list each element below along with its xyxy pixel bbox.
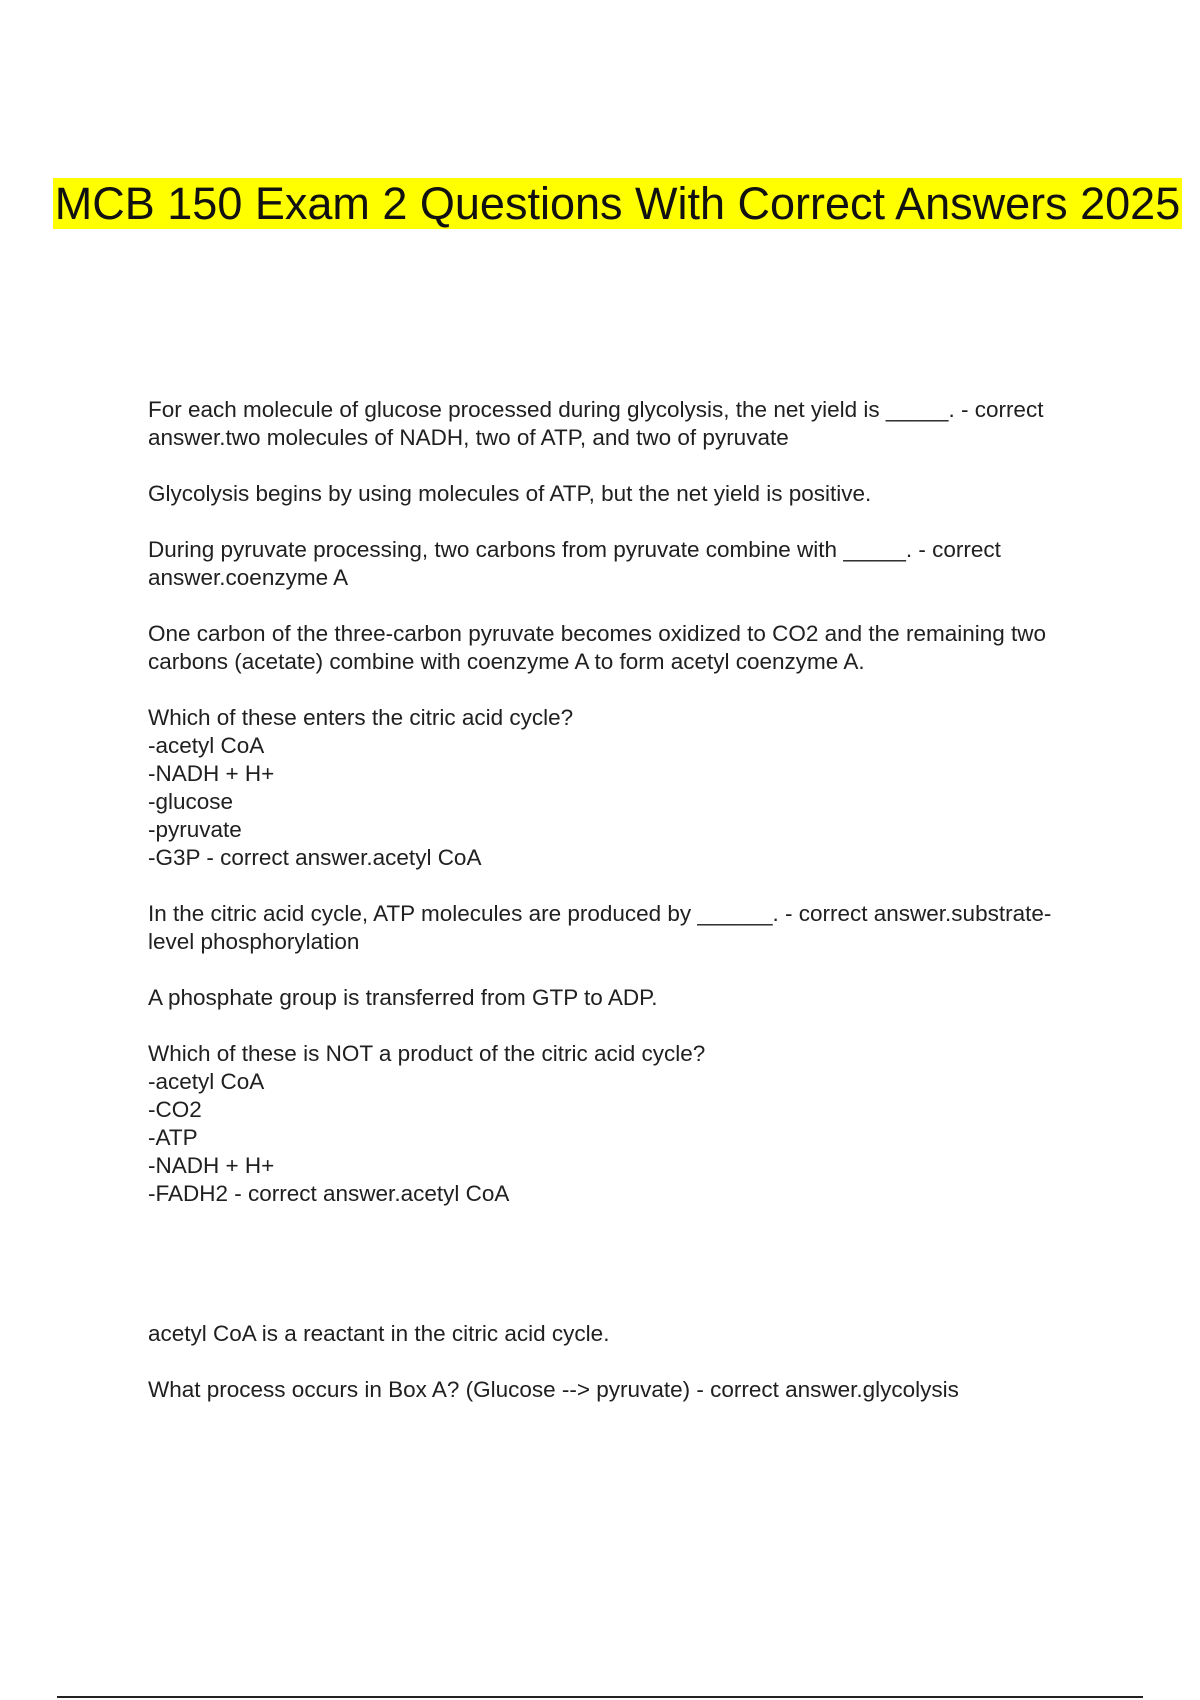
document-body xyxy=(148,396,1083,1432)
footer-divider xyxy=(57,1696,1143,1698)
paragraph-citric-acid-entry-question: Which of these enters the citric acid cycle? -acetyl CoA -NADH + H+ -glucose -pyruvate -G3P - correct answer.acetyl CoA xyxy=(148,705,574,870)
paragraph-pyruvate-processing-question: During pyruvate processing, two carbons from pyruvate combine with _____. - correct answer.coenzyme A xyxy=(148,537,1001,590)
paragraph-phosphate-transfer-explanation: A phosphate group is transferred from GTP to ADP. xyxy=(148,985,658,1010)
paragraph-pyruvate-explanation: One carbon of the three-carbon pyruvate becomes oxidized to CO2 and the remaining two carbons (acetate) combine with coenzyme A to form acetyl coenzyme A. xyxy=(148,621,1047,674)
paragraph-not-a-product-question: Which of these is NOT a product of the citric acid cycle? -acetyl CoA -CO2 -ATP -NADH + H+ -FADH2 - correct answer.acetyl CoA xyxy=(148,1041,706,1206)
paragraph-glycolysis-explanation: Glycolysis begins by using molecules of ATP, but the net yield is positive. xyxy=(148,481,872,506)
paragraph-box-a-question: What process occurs in Box A? (Glucose --> pyruvate) - correct answer.glycolysis xyxy=(148,1377,959,1402)
paragraph-glycolysis-yield-question: For each molecule of glucose processed during glycolysis, the net yield is _____. - correct answer.two molecules of NADH, two of ATP, and two of pyruvate xyxy=(148,397,1044,450)
title-highlight: MCB 150 Exam 2 Questions With Correct Answers 2025 xyxy=(54,178,1181,229)
paragraph-atp-production-question: In the citric acid cycle, ATP molecules are produced by ______. - correct answer.substrate-level phosphorylation xyxy=(148,901,1052,954)
document-title xyxy=(0,176,1200,232)
paragraph-acetyl-coa-reactant: acetyl CoA is a reactant in the citric acid cycle. xyxy=(148,1321,610,1346)
